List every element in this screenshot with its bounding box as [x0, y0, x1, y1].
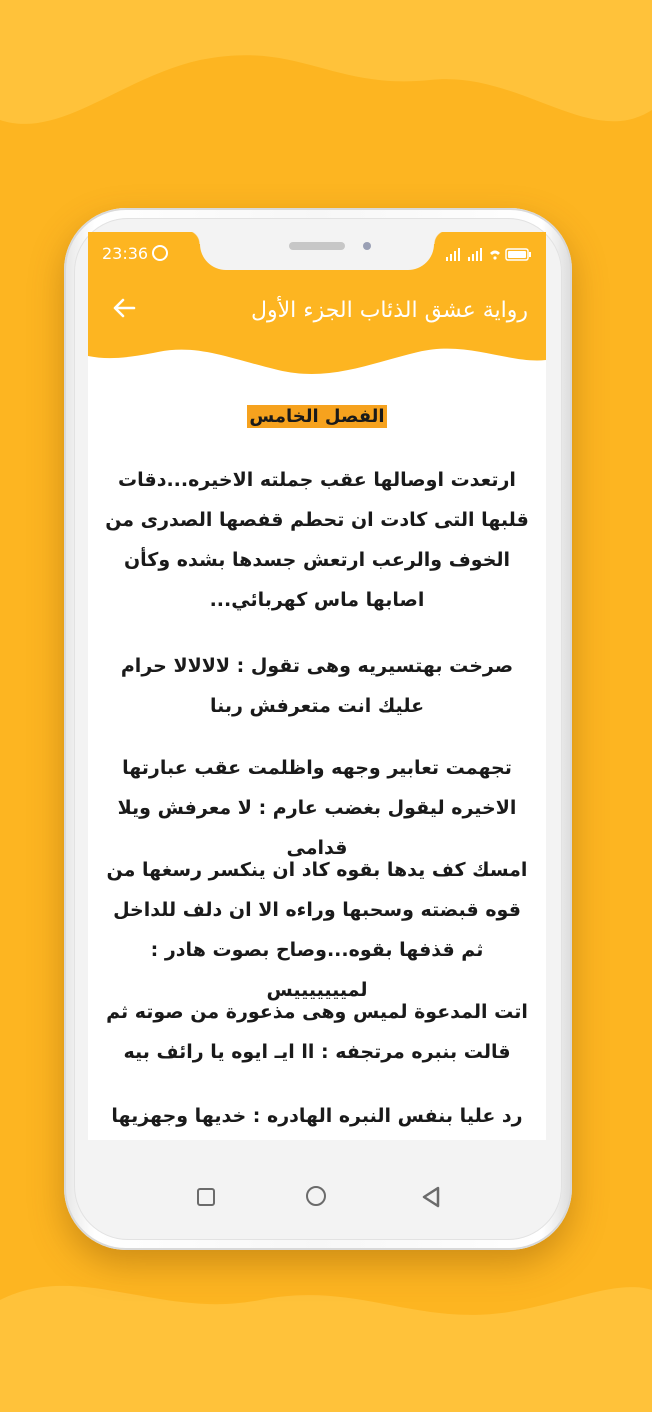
paragraph: تجهمت تعابير وجهه واظلمت عقب عبارتها الاخيره ليقول بغضب عارم : لا معرفش ويلا قدامى	[117, 757, 517, 859]
app-header	[88, 232, 546, 392]
status-time: 23:36	[102, 244, 149, 263]
phone-screen	[88, 232, 546, 1140]
paragraph: رد عليا بنفس النبره الهادره : خديها وجهزيها	[111, 1105, 523, 1127]
chapter-title	[88, 406, 546, 427]
paragraph: صرخت بهتسيريه وهى تقول : لالالالا حرام عليك انت متعرفش ربنا	[120, 655, 514, 717]
triangle-back-icon[interactable]	[421, 1186, 441, 1208]
navigation-bar	[88, 1140, 546, 1224]
chapter-title-text: الفصل الخامس	[249, 406, 385, 427]
speaker-grille	[289, 242, 345, 250]
whatsapp-icon	[152, 245, 168, 261]
signal-icon	[446, 248, 460, 261]
paragraph: ارتعدت اوصالها عقب جملته الاخيره...دقات قلبها التى كادت ان تحطم قفصها الصدرى من الخوف والرعب ارتعش جسدها بشده وكأن اصابها ماس كهربائي...	[105, 469, 529, 611]
arrow-left-icon[interactable]	[110, 294, 138, 322]
paragraph: امسك كف يدها بقوه كاد ان ينكسر رسغها من قوه قبضته وسحبها وراءه الا ان دلف للداخل ثم قذفها بقوه...وصاح بصوت هادر : لميييييييس	[106, 859, 528, 1001]
battery-icon	[506, 249, 531, 260]
signal-icon	[468, 248, 482, 261]
camera-notch	[200, 230, 434, 270]
page-title: رواية عشق الذئاب الجزء الأول	[250, 298, 528, 323]
circle-icon[interactable]	[306, 1186, 326, 1206]
square-icon[interactable]	[197, 1188, 215, 1206]
status-icons	[446, 247, 532, 261]
story-content	[88, 392, 546, 1140]
front-camera	[363, 242, 371, 250]
paragraph: اتت المدعوة لميس وهى مذعورة من صوته ثم قالت بنبره مرتجفه : اا ايـ ايوه يا رائف بيه	[106, 1001, 528, 1063]
wifi-icon	[490, 251, 500, 260]
